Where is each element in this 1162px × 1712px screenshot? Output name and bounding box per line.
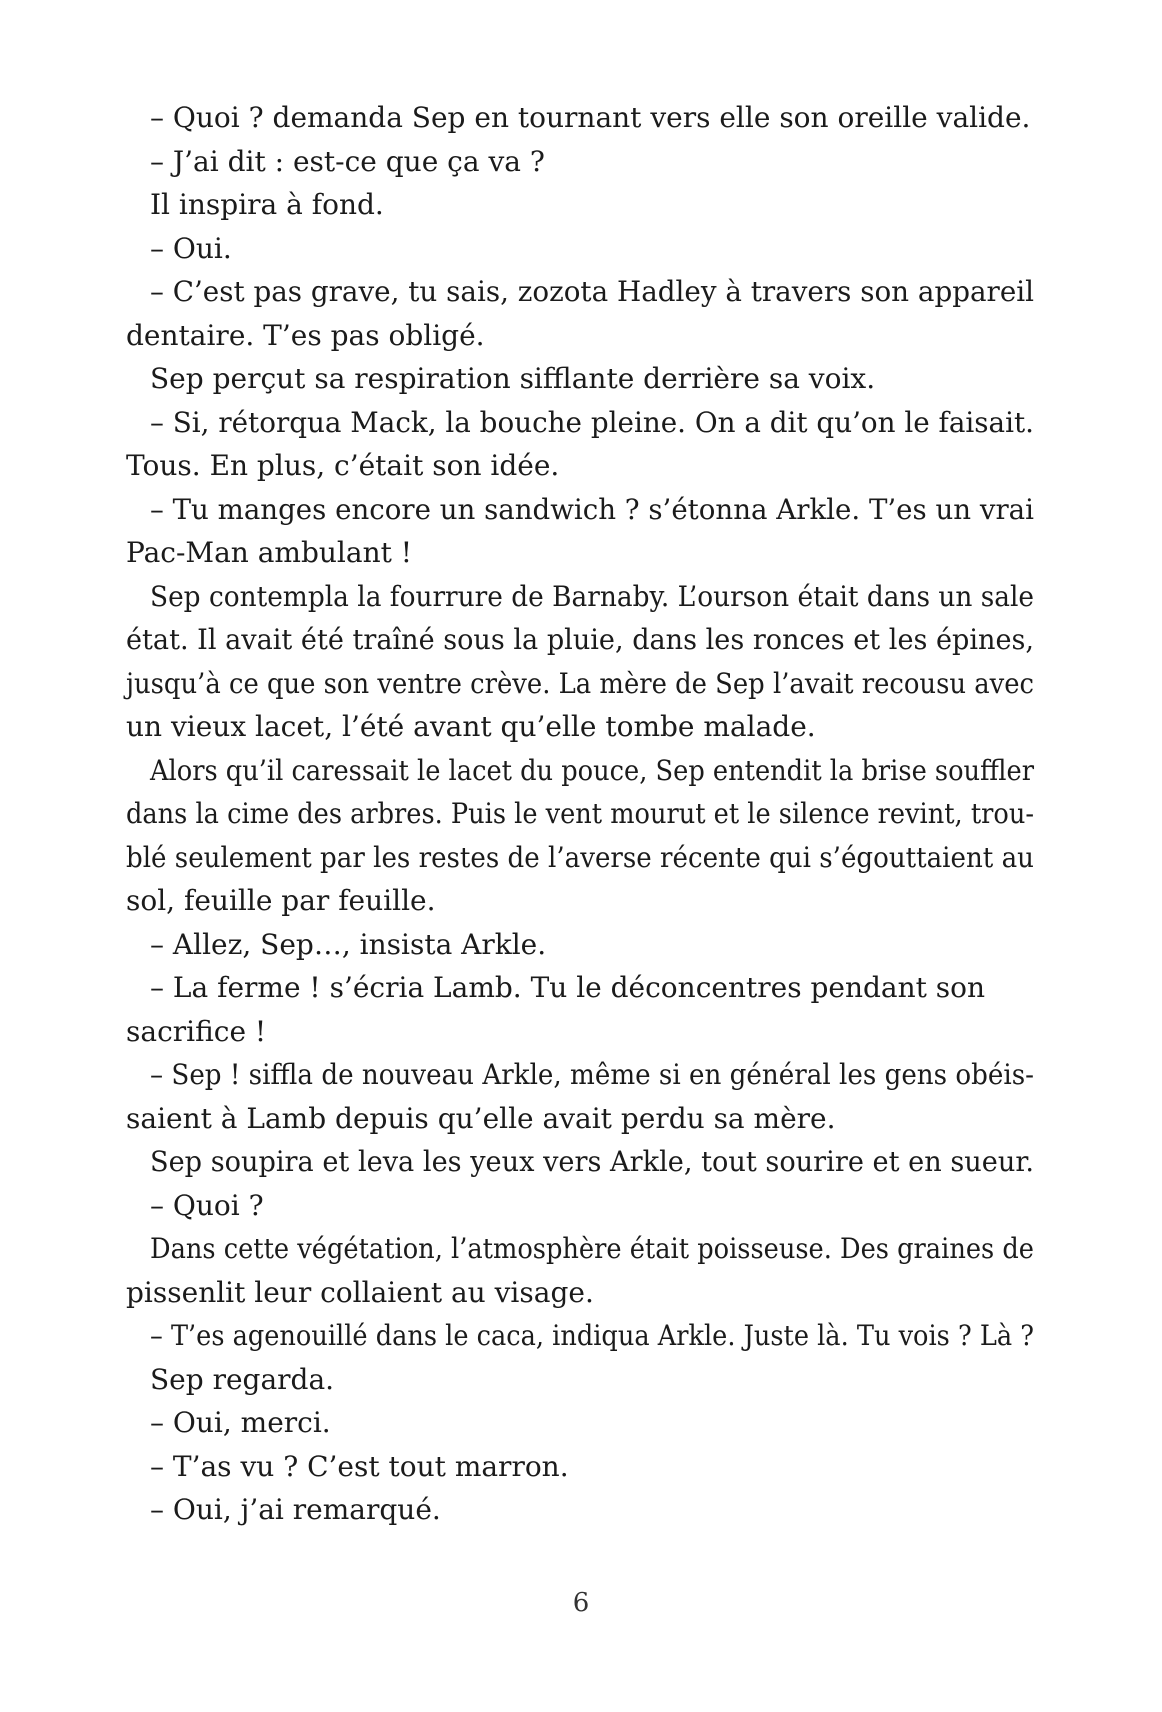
text-line: – Sep ! siffla de nouveau Arkle, même si en général les gens obéis- [150,1058,1035,1091]
text-line: Il inspira à fond. [150,188,384,221]
text-line: – Oui, merci. [150,1406,331,1439]
page-number: 6 [572,1588,590,1618]
text-line: dentaire. T’es pas obligé. [126,318,485,352]
text-line: – Si, rétorqua Mack, la bouche pleine. On a dit qu’on le faisait. [150,405,1035,439]
text-line: – Quoi ? demanda Sep en tournant vers elle son oreille valide. [150,101,1031,134]
text-line: Tous. En plus, c’était son idée. [126,449,560,482]
text-line: – Tu manges encore un sandwich ? s’étonna Arkle. T’es un vrai [150,492,1035,526]
text-line: – T’es agenouillé dans le caca, indiqua Arkle. Juste là. Tu vois ? Là ? [150,1319,1034,1352]
text-line: un vieux lacet, l’été avant qu’elle tombe malade. [126,710,816,743]
text-line: dans la cime des arbres. Puis le vent mourut et le silence revint, trou- [126,797,1034,830]
text-line: saient à Lamb depuis qu’elle avait perdu sa mère. [126,1101,836,1135]
text-line: blé seulement par les restes de l’averse récente qui s’égouttaient au [126,840,1034,874]
text-line: sol, feuille par feuille. [126,884,436,917]
text-line: – Quoi ? [150,1188,264,1222]
body-text [126,96,1034,1532]
text-line: – J’ai dit : est-ce que ça va ? [150,144,545,178]
text-line: Sep perçut sa respiration sifflante derrière sa voix. [150,362,876,395]
text-line: – Oui, j’ai remarqué. [150,1493,441,1526]
text-line: Pac-Man ambulant ! [126,536,413,569]
text-line: – C’est pas grave, tu sais, zozota Hadley à travers son appareil [150,275,1035,308]
text-line: Sep regarda. [150,1362,335,1396]
text-line: – T’as vu ? C’est tout marron. [150,1449,569,1483]
text-line: Sep soupira et leva les yeux vers Arkle, tout sourire et en sueur. [150,1145,1034,1178]
text-line: jusqu’à ce que son ventre crève. La mère de Sep l’avait recousu avec [126,666,1034,700]
text-line: pissenlit leur collaient au visage. [126,1275,594,1309]
text-line: sacrifice ! [126,1014,267,1048]
text-line: – Allez, Sep…, insista Arkle. [150,927,547,961]
text-line: état. Il avait été traîné sous la pluie, dans les ronces et les épines, [126,623,1035,656]
text-line: – Oui. [150,231,232,265]
text-line: – La ferme ! s’écria Lamb. Tu le déconcentres pendant son [150,971,986,1004]
text-line: Sep contempla la fourrure de Barnaby. L’ourson était dans un sale [150,579,1035,613]
text-line: Alors qu’il caressait le lacet du pouce, Sep entendit la brise souffler [150,753,1034,787]
text-line: Dans cette végétation, l’atmosphère était poisseuse. Des graines de [150,1232,1034,1265]
